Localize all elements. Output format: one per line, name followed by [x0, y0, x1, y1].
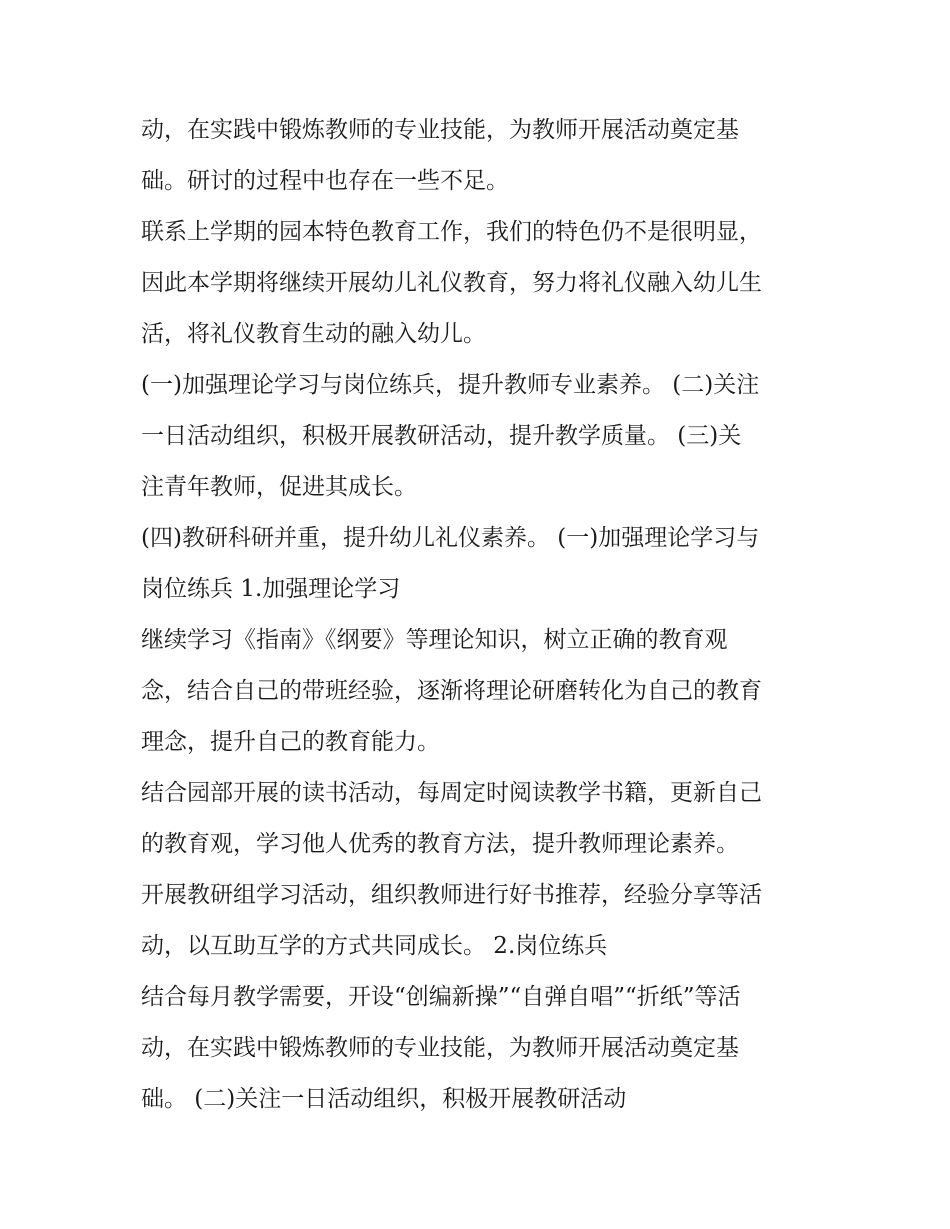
text-line: (一)加强理论学习与岗位练兵，提升教师专业素养。 (二)关注: [141, 372, 760, 398]
text-line: 础。研讨的过程中也存在一些不足。: [141, 168, 509, 194]
text-line: 理念，提升自己的教育能力。: [141, 729, 440, 755]
text-line: 的教育观，学习他人优秀的教育方法，提升教师理论素养。: [141, 831, 739, 857]
text-line: 动，在实践中锻炼教师的专业技能，为教师开展活动奠定基: [141, 1035, 739, 1061]
text-line: 结合园部开展的读书活动，每周定时阅读教学书籍，更新自己: [141, 780, 762, 806]
text-line: 一日活动组织，积极开展教研活动，提升教学质量。 (三)关: [141, 423, 742, 449]
text-line: 动，在实践中锻炼教师的专业技能，为教师开展活动奠定基: [141, 117, 739, 143]
text-line: 注青年教师，促进其成长。: [141, 474, 417, 500]
text-line: 动，以互助互学的方式共同成长。 2.岗位练兵: [141, 933, 608, 959]
text-line: (四)教研科研并重，提升幼儿礼仪素养。 (一)加强理论学习与: [141, 525, 760, 551]
text-line: 念，结合自己的带班经验，逐渐将理论研磨转化为自己的教育: [141, 678, 762, 704]
text-line: 结合每月教学需要，开设“创编新操”“自弹自唱”“折纸”等活: [141, 984, 741, 1010]
text-line: 联系上学期的园本特色教育工作，我们的特色仍不是很明显，: [141, 219, 762, 245]
text-line: 岗位练兵 1.加强理论学习: [141, 576, 401, 602]
document-body: [141, 105, 831, 1125]
text-line: 继续学习《指南》《纲要》等理论知识，树立正确的教育观: [141, 627, 728, 653]
text-line: 活，将礼仪教育生动的融入幼儿。: [141, 321, 486, 347]
text-line: 础。 (二)关注一日活动组织，积极开展教研活动: [141, 1086, 627, 1112]
text-line: 开展教研组学习活动，组织教师进行好书推荐，经验分享等活: [141, 882, 762, 908]
text-line: 因此本学期将继续开展幼儿礼仪教育，努力将礼仪融入幼儿生: [141, 270, 762, 296]
